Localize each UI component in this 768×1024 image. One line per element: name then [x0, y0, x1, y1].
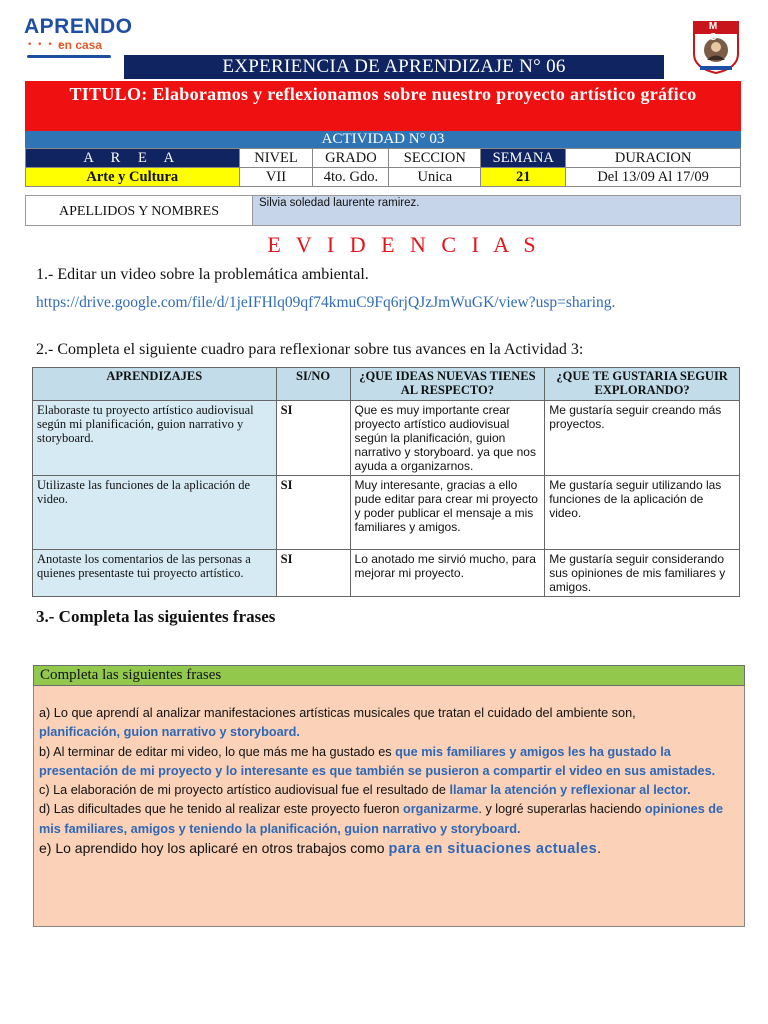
crest-letters: M C — [708, 21, 732, 43]
row1-si-no: SI — [276, 401, 350, 476]
phrase-d-mid: . y logré superarlas haciendo — [478, 802, 645, 817]
header-grado: GRADO — [313, 149, 389, 168]
experience-title: EXPERIENCIA DE APRENDIZAJE N° 06 — [124, 55, 664, 79]
phrase-e-suffix: . — [597, 840, 601, 857]
phrase-d — [39, 800, 741, 839]
value-area: Arte y Cultura — [26, 168, 240, 187]
drive-link[interactable]: https://drive.google.com/file/d/1jeIFHlq09qf74kmuC9Fq6rjQJzJmWuGK/view?usp=sharing. — [36, 294, 616, 311]
row2-aprendizaje: Utilizaste las funciones de la aplicación de video. — [33, 476, 277, 550]
value-semana: 21 — [481, 168, 566, 187]
student-name-label: APELLIDOS Y NOMBRES — [26, 196, 253, 226]
phrase-e — [39, 839, 741, 859]
phrase-b-prefix: b) Al terminar de editar mi video, lo que más me ha gustado es — [39, 744, 396, 759]
activity-number: ACTIVIDAD N° 03 — [25, 131, 741, 148]
header-duracion: DURACION — [566, 149, 741, 168]
row1-aprendizaje: Elaboraste tu proyecto artístico audiovisual según mi planificación, guion narrativo y storyboard. — [33, 401, 277, 476]
header-semana: SEMANA — [481, 149, 566, 168]
phrase-e-answer[interactable]: para en situaciones actuales — [388, 841, 598, 858]
phrase-b-answer[interactable]: que mis familiares y amigos les ha gustado la presentación de mi proyecto y lo interesante es que también se pusieron a compartir el video en sus amistades. — [39, 744, 716, 778]
course-info-table — [25, 148, 741, 187]
phrase-e-prefix: e) Lo aprendido hoy los aplicaré en otros trabajos como — [39, 840, 389, 857]
value-seccion: Unica — [389, 168, 481, 187]
evidencias-heading: E V I D E N C I A S — [267, 232, 541, 257]
phrases-body — [39, 704, 741, 859]
question-3: 3.- Completa las siguientes frases — [36, 607, 276, 626]
row2-ideas: Muy interesante, gracias a ello pude editar para crear mi proyecto y poder publicar el mensaje a mis familiares y amigos. — [350, 476, 545, 550]
logo-underline — [27, 55, 111, 58]
phrase-d-prefix: d) Las dificultades que he tenido al realizar este proyecto fueron — [39, 802, 403, 817]
value-grado: 4to. Gdo. — [313, 168, 389, 187]
row1-ideas: Que es muy importante crear proyecto artístico audiovisual según la planificación, guion narrativo y storyboard. ya que nos ayuda a organizarnos. — [350, 401, 545, 476]
phrase-c-prefix: c) La elaboración de mi proyecto artístico audiovisual fue el resultado de — [39, 783, 450, 798]
logo-dots: • • • • — [27, 40, 64, 50]
reflection-table — [32, 367, 740, 597]
table-row — [33, 550, 740, 597]
student-name-table — [25, 195, 741, 226]
phrase-d-answer2[interactable]: opiniones de mis familiares, amigos y teniendo la planificación, guion narrativo y storyboard. — [39, 802, 724, 836]
col-si-no: SI/NO — [276, 368, 350, 401]
table-row — [33, 476, 740, 550]
aprendo-en-casa-logo — [24, 15, 133, 60]
col-aprendizajes: APRENDIZAJES — [33, 368, 277, 401]
phrases-header: Completa las siguientes frases — [33, 665, 745, 686]
value-duracion: Del 13/09 Al 17/09 — [566, 168, 741, 187]
header-area: A R E A — [26, 149, 240, 168]
logo-line2: en casa — [58, 38, 103, 52]
phrase-a-prefix: a) Lo que aprendí al analizar manifestaciones artísticas musicales que tratan el cuidado del ambiente son, — [39, 706, 636, 720]
header-seccion: SECCION — [389, 149, 481, 168]
phrase-a-answer[interactable]: planificación, guion narrativo y storyboard. — [39, 725, 300, 740]
header-nivel: NIVEL — [239, 149, 313, 168]
school-crest-icon — [692, 20, 740, 74]
lesson-title: TITULO: Elaboramos y reflexionamos sobre nuestro proyecto artístico gráfico — [25, 81, 741, 131]
phrase-c — [39, 781, 741, 800]
row3-ideas: Lo anotado me sirvió mucho, para mejorar mi proyecto. — [350, 550, 545, 597]
row2-explorar: Me gustaría seguir utilizando las funciones de la aplicación de video. — [545, 476, 740, 550]
row3-aprendizaje: Anotaste los comentarios de las personas a quienes presentaste tui proyecto artístico. — [33, 550, 277, 597]
col-ideas-nuevas: ¿QUE IDEAS NUEVAS TIENES AL RESPECTO? — [350, 368, 545, 401]
phrase-c-answer[interactable]: llamar la atención y reflexionar al lector. — [449, 783, 691, 798]
row3-si-no: SI — [276, 550, 350, 597]
student-name-value[interactable]: Silvia soledad laurente ramirez. — [253, 196, 741, 226]
question-2: 2.- Completa el siguiente cuadro para reflexionar sobre tus avances en la Actividad 3: — [36, 341, 584, 358]
phrase-d-answer1[interactable]: organizarme — [402, 802, 479, 817]
phrase-b — [39, 743, 741, 782]
value-nivel: VII — [239, 168, 313, 187]
row3-explorar: Me gustaría seguir considerando sus opiniones de mis familiares y amigos. — [545, 550, 740, 597]
phrase-a — [39, 704, 741, 743]
row1-explorar: Me gustaría seguir creando más proyectos. — [545, 401, 740, 476]
logo-line1: APRENDO — [24, 15, 133, 38]
question-1: 1.- Editar un video sobre la problemática ambiental. — [36, 266, 369, 283]
table-row — [33, 401, 740, 476]
row2-si-no: SI — [276, 476, 350, 550]
col-seguir-explorando: ¿QUE TE GUSTARIA SEGUIR EXPLORANDO? — [545, 368, 740, 401]
